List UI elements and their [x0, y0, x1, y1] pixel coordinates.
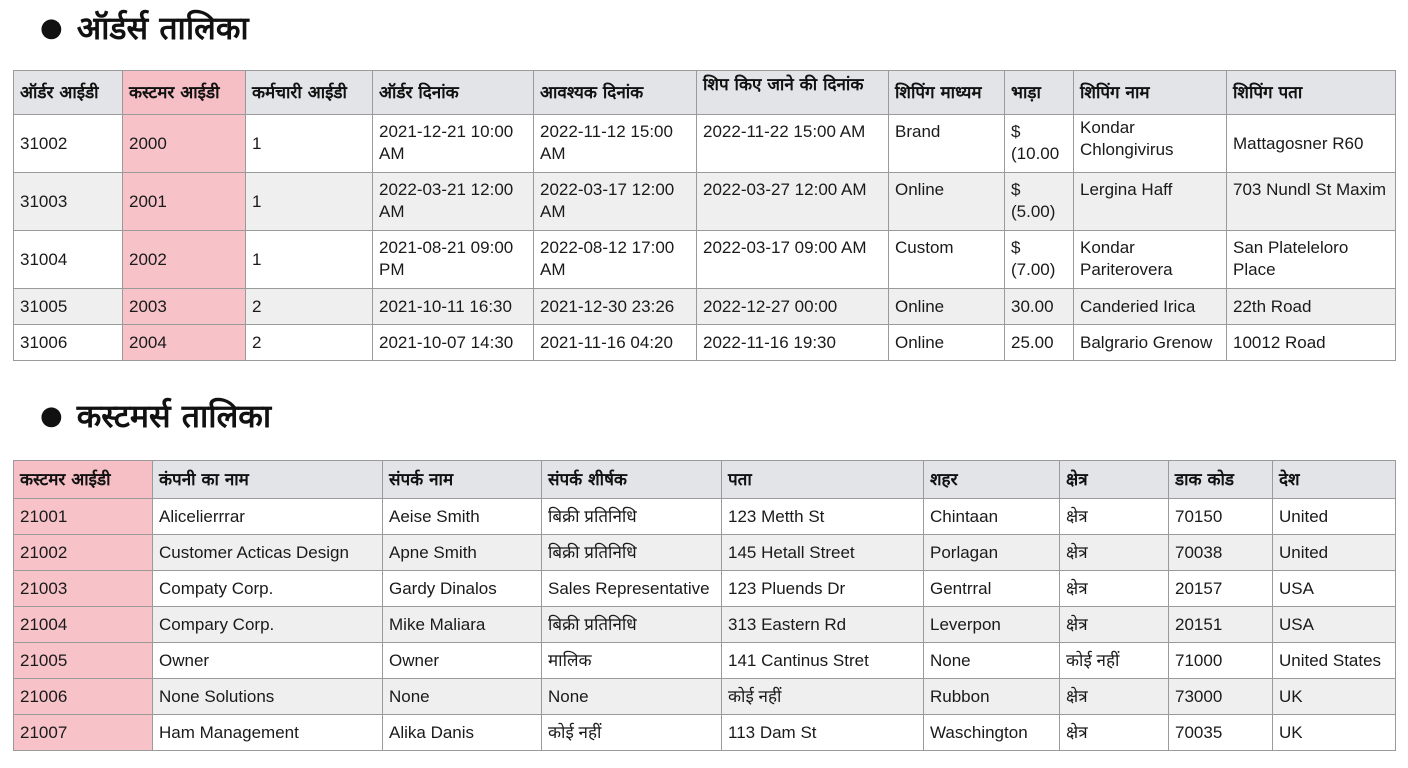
- orders-header-cell: भाड़ा: [1005, 71, 1074, 115]
- table-cell: None: [542, 679, 722, 715]
- table-cell: 1: [246, 231, 373, 289]
- table-cell: 2: [246, 289, 373, 325]
- customers-header-cell: देश: [1273, 461, 1396, 499]
- table-cell: Online: [889, 325, 1005, 361]
- table-cell: Alicelierrrar: [153, 499, 383, 535]
- table-cell: USA: [1273, 571, 1396, 607]
- customers-header-cell: पता: [722, 461, 924, 499]
- table-cell: 2022-11-12 15:00 AM: [534, 115, 697, 173]
- table-cell: 22th Road: [1227, 289, 1396, 325]
- table-row: [14, 325, 1396, 361]
- customers-header-cell: संपर्क शीर्षक: [542, 461, 722, 499]
- table-cell: 21007: [14, 715, 153, 751]
- orders-header-cell: शिप किए जाने की दिनांक: [697, 71, 889, 115]
- table-cell: Waschington: [924, 715, 1060, 751]
- customers-header-cell: कस्टमर आईडी: [14, 461, 153, 499]
- table-cell: 21002: [14, 535, 153, 571]
- table-cell: Custom: [889, 231, 1005, 289]
- table-cell: 1: [246, 173, 373, 231]
- table-cell: 123 Metth St: [722, 499, 924, 535]
- table-cell: कोई नहीं: [1060, 643, 1169, 679]
- table-cell: Aeise Smith: [383, 499, 542, 535]
- table-cell: 73000: [1169, 679, 1273, 715]
- table-cell: Compary Corp.: [153, 607, 383, 643]
- table-cell: Balgrario Grenow: [1074, 325, 1227, 361]
- table-row: [14, 715, 1396, 751]
- table-cell: 20157: [1169, 571, 1273, 607]
- table-cell: $ (7.00): [1005, 231, 1074, 289]
- table-cell: क्षेत्र: [1060, 499, 1169, 535]
- table-cell: 2021-10-11 16:30: [373, 289, 534, 325]
- table-cell: Apne Smith: [383, 535, 542, 571]
- table-cell: 2021-12-21 10:00 AM: [373, 115, 534, 173]
- table-cell: क्षेत्र: [1060, 571, 1169, 607]
- table-cell: बिक्री प्रतिनिधि: [542, 607, 722, 643]
- table-cell: 1: [246, 115, 373, 173]
- customers-header-cell: संपर्क नाम: [383, 461, 542, 499]
- table-cell: 2021-10-07 14:30: [373, 325, 534, 361]
- table-cell: Owner: [383, 643, 542, 679]
- table-cell: कोई नहीं: [722, 679, 924, 715]
- table-cell: None: [383, 679, 542, 715]
- table-cell: बिक्री प्रतिनिधि: [542, 499, 722, 535]
- orders-header-cell: ऑर्डर आईडी: [14, 71, 123, 115]
- table-cell: None Solutions: [153, 679, 383, 715]
- table-cell: क्षेत्र: [1060, 607, 1169, 643]
- table-cell: 2022-03-17 09:00 AM: [697, 231, 889, 289]
- bullet-icon: ●: [40, 400, 63, 431]
- orders-title-text: ऑर्डर्स तालिका: [76, 9, 249, 47]
- table-cell: 31004: [14, 231, 123, 289]
- table-cell: 703 Nundl St Maxim: [1227, 173, 1396, 231]
- customers-section-title: [40, 394, 271, 437]
- orders-header-cell: कस्टमर आईडी: [123, 71, 246, 115]
- table-cell: 2022-03-27 12:00 AM: [697, 173, 889, 231]
- table-cell: 31005: [14, 289, 123, 325]
- table-cell: 313 Eastern Rd: [722, 607, 924, 643]
- table-cell: Sales Representative: [542, 571, 722, 607]
- table-cell: 141 Cantinus Stret: [722, 643, 924, 679]
- table-cell: 25.00: [1005, 325, 1074, 361]
- customers-header-cell: क्षेत्र: [1060, 461, 1169, 499]
- table-cell: Online: [889, 289, 1005, 325]
- table-row: [14, 499, 1396, 535]
- table-row: [14, 679, 1396, 715]
- table-cell: 21005: [14, 643, 153, 679]
- table-cell: 31003: [14, 173, 123, 231]
- table-cell: 70150: [1169, 499, 1273, 535]
- table-row: [14, 571, 1396, 607]
- table-row: [14, 535, 1396, 571]
- table-cell: USA: [1273, 607, 1396, 643]
- table-row: [14, 115, 1396, 173]
- table-cell: Owner: [153, 643, 383, 679]
- customers-header-cell: डाक कोड: [1169, 461, 1273, 499]
- customers-table: [13, 460, 1396, 751]
- table-cell: San Plateleloro Place: [1227, 231, 1396, 289]
- table-cell: 2004: [123, 325, 246, 361]
- customers-header-cell: कंपनी का नाम: [153, 461, 383, 499]
- table-cell: United States: [1273, 643, 1396, 679]
- table-cell: $ (5.00): [1005, 173, 1074, 231]
- table-cell: Kondar Chlongivirus: [1074, 115, 1227, 173]
- table-cell: 30.00: [1005, 289, 1074, 325]
- table-cell: 2022-11-16 19:30: [697, 325, 889, 361]
- table-cell: Porlagan: [924, 535, 1060, 571]
- table-cell: 70035: [1169, 715, 1273, 751]
- table-cell: 70038: [1169, 535, 1273, 571]
- table-cell: 21001: [14, 499, 153, 535]
- table-cell: 2002: [123, 231, 246, 289]
- table-cell: UK: [1273, 679, 1396, 715]
- table-cell: Gardy Dinalos: [383, 571, 542, 607]
- table-cell: United: [1273, 535, 1396, 571]
- table-cell: कोई नहीं: [542, 715, 722, 751]
- table-cell: $ (10.00: [1005, 115, 1074, 173]
- table-cell: 2021-11-16 04:20: [534, 325, 697, 361]
- table-cell: 2: [246, 325, 373, 361]
- table-cell: 2001: [123, 173, 246, 231]
- table-cell: 2022-08-12 17:00 AM: [534, 231, 697, 289]
- table-cell: 2022-12-27 00:00: [697, 289, 889, 325]
- orders-header-cell: शिपिंग नाम: [1074, 71, 1227, 115]
- table-cell: Mike Maliara: [383, 607, 542, 643]
- table-cell: क्षेत्र: [1060, 715, 1169, 751]
- table-row: [14, 173, 1396, 231]
- table-cell: Kondar Pariterovera: [1074, 231, 1227, 289]
- customers-header-cell: शहर: [924, 461, 1060, 499]
- table-cell: बिक्री प्रतिनिधि: [542, 535, 722, 571]
- table-cell: 71000: [1169, 643, 1273, 679]
- table-cell: क्षेत्र: [1060, 535, 1169, 571]
- orders-header-row: [14, 71, 1396, 115]
- table-cell: 2022-11-22 15:00 AM: [697, 115, 889, 173]
- table-cell: Chintaan: [924, 499, 1060, 535]
- table-cell: Canderied Irica: [1074, 289, 1227, 325]
- orders-table: [13, 70, 1396, 361]
- table-cell: Customer Acticas Design: [153, 535, 383, 571]
- table-cell: Leverpon: [924, 607, 1060, 643]
- orders-header-cell: शिपिंग पता: [1227, 71, 1396, 115]
- table-cell: 21004: [14, 607, 153, 643]
- table-cell: None: [924, 643, 1060, 679]
- table-cell: 2022-03-21 12:00 AM: [373, 173, 534, 231]
- table-cell: 21003: [14, 571, 153, 607]
- bullet-icon: ●: [40, 12, 63, 43]
- table-cell: 31002: [14, 115, 123, 173]
- table-cell: United: [1273, 499, 1396, 535]
- table-cell: 31006: [14, 325, 123, 361]
- table-cell: Rubbon: [924, 679, 1060, 715]
- customers-header-row: [14, 461, 1396, 499]
- table-row: [14, 607, 1396, 643]
- table-cell: 123 Pluends Dr: [722, 571, 924, 607]
- table-row: [14, 289, 1396, 325]
- table-cell: Online: [889, 173, 1005, 231]
- table-cell: 2021-12-30 23:26: [534, 289, 697, 325]
- table-cell: 113 Dam St: [722, 715, 924, 751]
- orders-header-cell: कर्मचारी आईडी: [246, 71, 373, 115]
- table-cell: Mattagosner R60: [1227, 115, 1396, 173]
- orders-header-cell: शिपिंग माध्यम: [889, 71, 1005, 115]
- table-cell: 2021-08-21 09:00 PM: [373, 231, 534, 289]
- orders-header-cell: ऑर्डर दिनांक: [373, 71, 534, 115]
- table-row: [14, 231, 1396, 289]
- table-cell: Compaty Corp.: [153, 571, 383, 607]
- table-cell: 20151: [1169, 607, 1273, 643]
- table-cell: मालिक: [542, 643, 722, 679]
- table-cell: 2003: [123, 289, 246, 325]
- table-cell: 21006: [14, 679, 153, 715]
- table-cell: 2000: [123, 115, 246, 173]
- table-cell: Brand: [889, 115, 1005, 173]
- customers-title-text: कस्टमर्स तालिका: [76, 397, 272, 435]
- table-cell: 10012 Road: [1227, 325, 1396, 361]
- table-cell: Lergina Haff: [1074, 173, 1227, 231]
- orders-header-cell: आवश्यक दिनांक: [534, 71, 697, 115]
- table-cell: क्षेत्र: [1060, 679, 1169, 715]
- table-cell: Ham Management: [153, 715, 383, 751]
- table-cell: 145 Hetall Street: [722, 535, 924, 571]
- table-cell: UK: [1273, 715, 1396, 751]
- table-row: [14, 643, 1396, 679]
- table-cell: Alika Danis: [383, 715, 542, 751]
- table-cell: 2022-03-17 12:00 AM: [534, 173, 697, 231]
- table-cell: Gentrral: [924, 571, 1060, 607]
- orders-section-title: [40, 6, 249, 49]
